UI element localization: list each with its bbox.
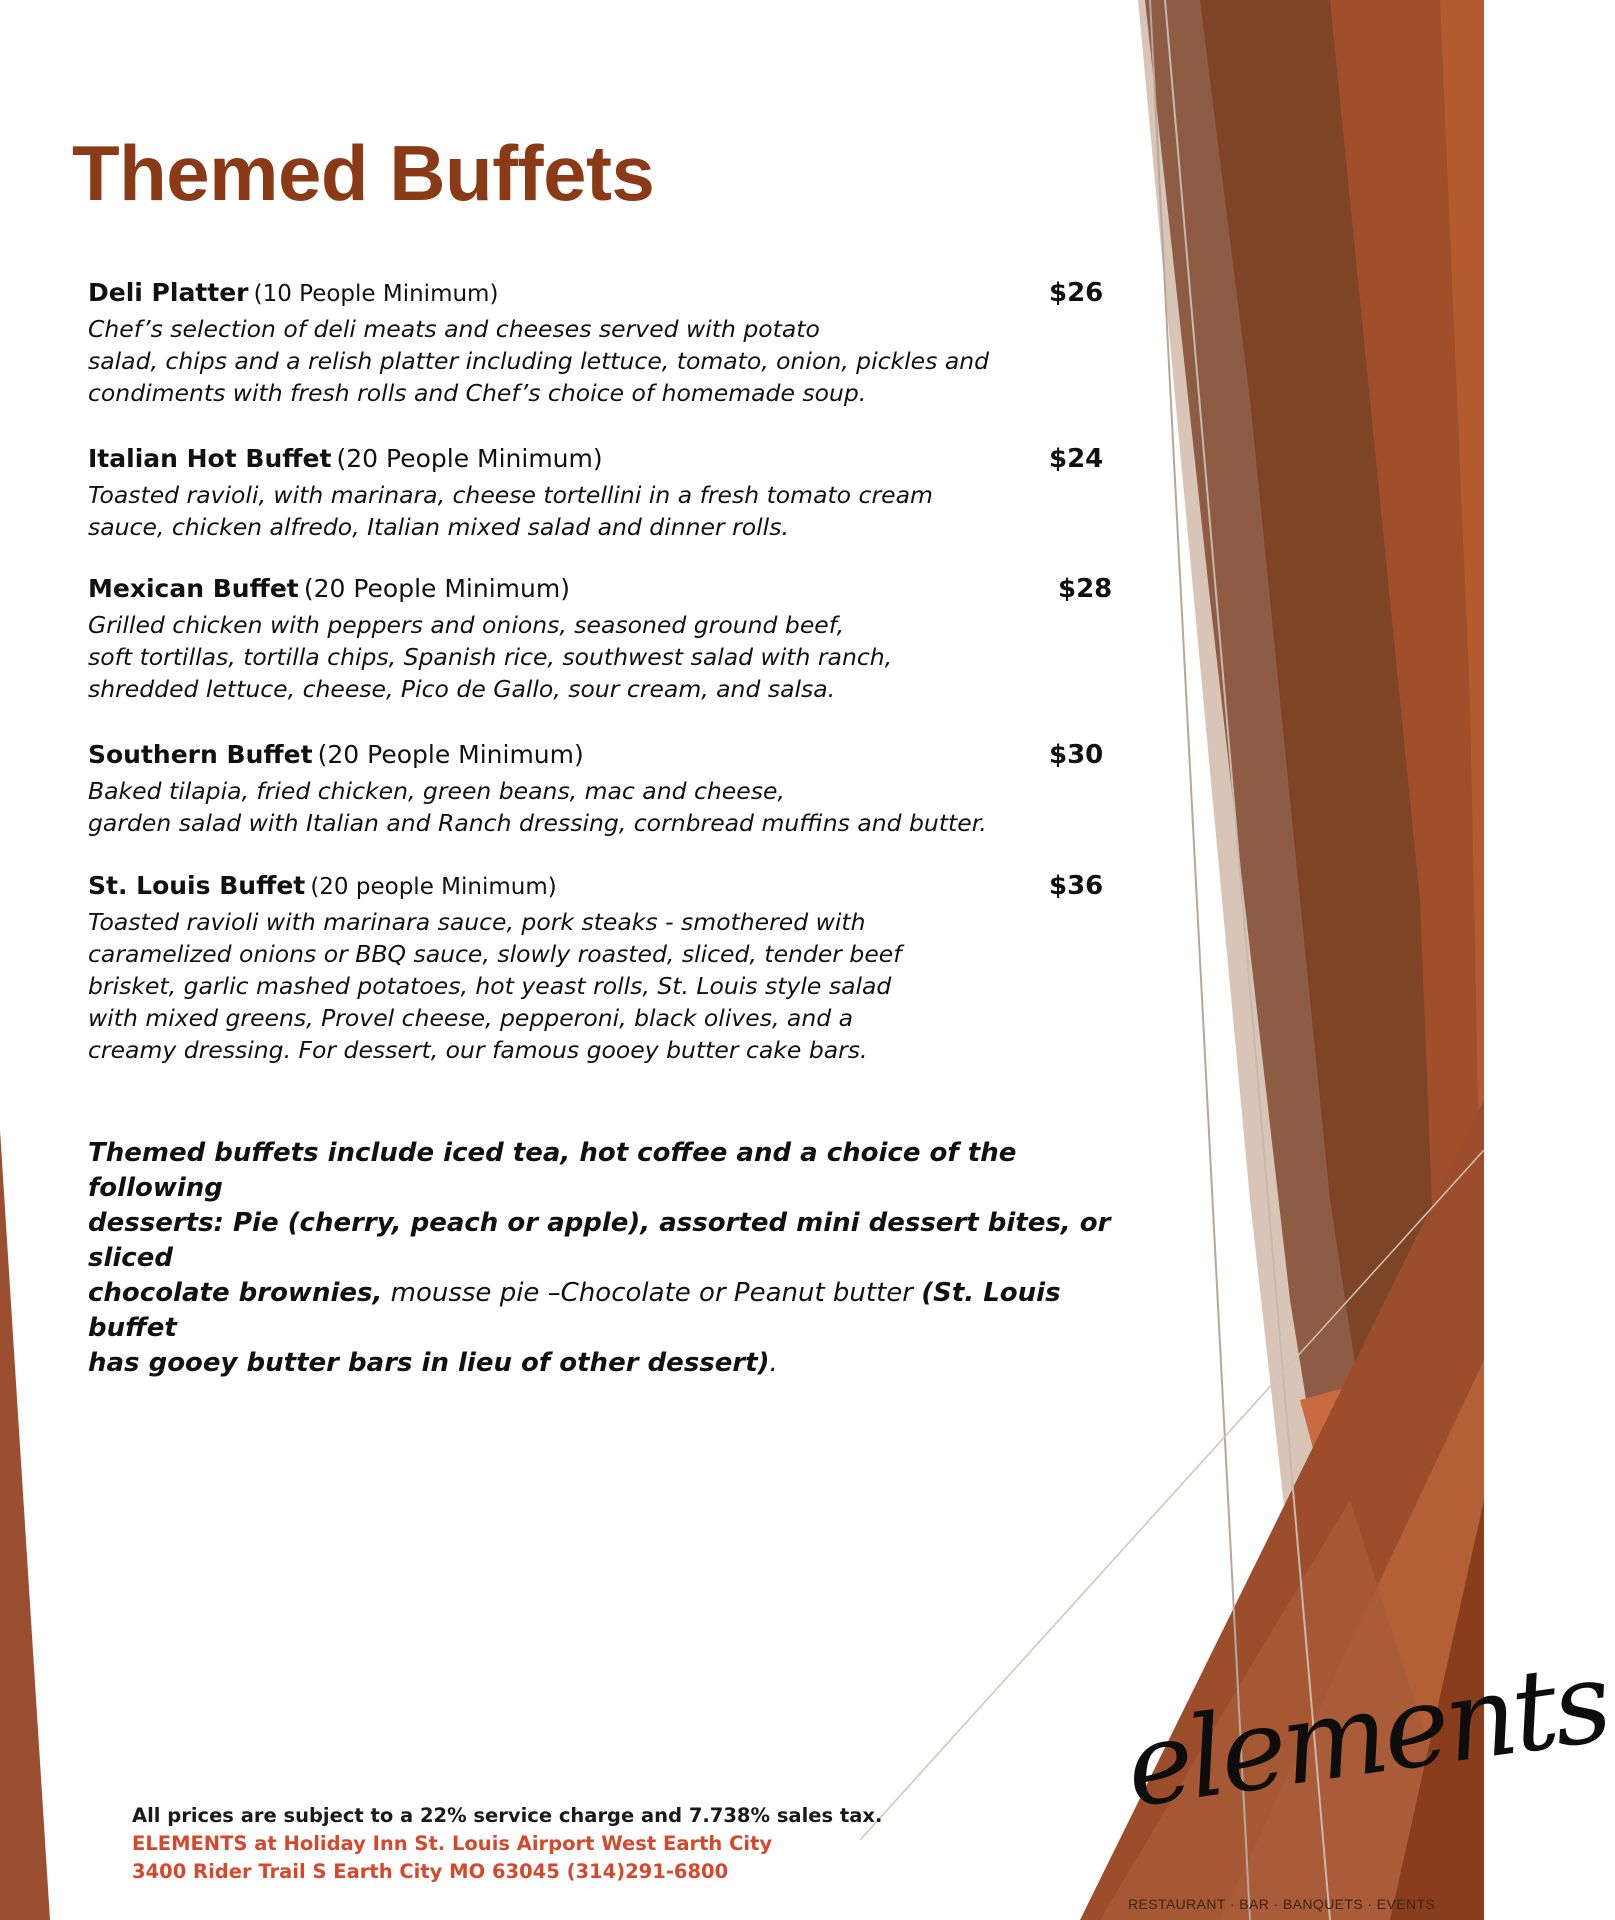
menu-item-name: St. Louis Buffet: [88, 871, 306, 900]
description-line: Grilled chicken with peppers and onions, seasoned ground beef,: [88, 611, 845, 639]
menu-item-price: $36: [1049, 871, 1104, 901]
menu-item-price: $28: [1058, 574, 1113, 604]
description-line: salad, chips and a relish platter including lettuce, tomato, onion, pickles and: [88, 347, 990, 375]
menu-item-header: [88, 444, 1128, 478]
footer-venue-name: ELEMENTS at Holiday Inn St. Louis Airport West Earth City: [132, 1832, 773, 1855]
description-line: caramelized onions or BBQ sauce, slowly roasted, sliced, tender beef: [88, 940, 902, 968]
note-line: chocolate brownies,: [88, 1278, 383, 1308]
menu-item-minimum: (20 people Minimum): [310, 874, 557, 900]
menu-item-price: $26: [1049, 278, 1104, 308]
note-line: has gooey butter bars in lieu of other dessert): [88, 1348, 770, 1378]
menu-item-description: [88, 775, 1128, 839]
description-line: brisket, garlic mashed potatoes, hot yeast rolls, St. Louis style salad: [88, 972, 892, 1000]
menu-item-deli-platter: [88, 278, 1128, 409]
description-line: creamy dressing. For dessert, our famous gooey butter cake bars.: [88, 1036, 868, 1064]
menu-item-header: [88, 278, 1128, 312]
description-line: Toasted ravioli with marinara sauce, pork steaks - smothered with: [88, 908, 866, 936]
menu-item-italian-hot-buffet: [88, 444, 1128, 543]
menu-item-description: [88, 906, 1128, 1066]
page-title: Themed Buffets: [72, 129, 655, 217]
menu-item-name: Mexican Buffet: [88, 574, 299, 603]
note-line-plain: mousse pie –Chocolate or Peanut butter: [382, 1278, 922, 1308]
note-line: desserts: Pie (cherry, peach or apple), assorted mini dessert bites, or sliced: [88, 1208, 1111, 1273]
footer: [132, 1802, 882, 1886]
description-line: Toasted ravioli, with marinara, cheese tortellini in a fresh tomato cream: [88, 481, 933, 509]
description-line: with mixed greens, Provel cheese, pepperoni, black olives, and a: [88, 1004, 854, 1032]
menu-item-header: [88, 574, 1128, 608]
menu-item-description: [88, 313, 1128, 409]
menu-item-name: Italian Hot Buffet: [88, 444, 332, 473]
description-line: Baked tilapia, fried chicken, green beans, mac and cheese,: [88, 777, 785, 805]
logo-tagline: RESTAURANT · BAR · BANQUETS · EVENTS: [1128, 1896, 1436, 1912]
menu-item-header: [88, 740, 1128, 774]
menu-item-name: Deli Platter: [88, 278, 249, 307]
description-line: soft tortillas, tortilla chips, Spanish rice, southwest salad with ranch,: [88, 643, 893, 671]
menu-item-price: $24: [1049, 444, 1104, 474]
description-line: Chef’s selection of deli meats and cheeses served with potato: [88, 315, 820, 343]
footer-address: 3400 Rider Trail S Earth City MO 63045 (314)291-6800: [132, 1860, 729, 1883]
buffet-inclusions-note: [88, 1136, 1148, 1381]
menu-item-header: [88, 871, 1128, 905]
menu-item-minimum: (20 People Minimum): [303, 574, 570, 603]
note-line: (St. Louis buffet: [88, 1278, 1061, 1343]
elements-logo: [1118, 1636, 1615, 1870]
logo-wordmark: elements: [1118, 1636, 1615, 1834]
menu-item-price: $30: [1049, 740, 1104, 770]
menu-item-minimum: (20 People Minimum): [317, 740, 584, 769]
note-line: Themed buffets include iced tea, hot coffee and a choice of the following: [88, 1138, 1017, 1203]
description-line: condiments with fresh rolls and Chef’s choice of homemade soup.: [88, 379, 867, 407]
description-line: garden salad with Italian and Ranch dressing, cornbread muffins and butter.: [88, 809, 987, 837]
menu-item-description: [88, 609, 1128, 705]
menu-item-southern-buffet: [88, 740, 1128, 839]
description-line: sauce, chicken alfredo, Italian mixed salad and dinner rolls.: [88, 513, 789, 541]
description-line: shredded lettuce, cheese, Pico de Gallo, sour cream, and salsa.: [88, 675, 836, 703]
menu-item-st-louis-buffet: [88, 871, 1128, 1066]
menu-item-minimum: (10 People Minimum): [253, 281, 499, 307]
note-period: .: [769, 1348, 778, 1378]
menu-item-description: [88, 479, 1128, 543]
menu-item-mexican-buffet: [88, 574, 1128, 705]
menu-item-minimum: (20 People Minimum): [336, 444, 603, 473]
footer-pricing-notice: All prices are subject to a 22% service charge and 7.738% sales tax.: [132, 1804, 883, 1827]
menu-item-name: Southern Buffet: [88, 740, 313, 769]
